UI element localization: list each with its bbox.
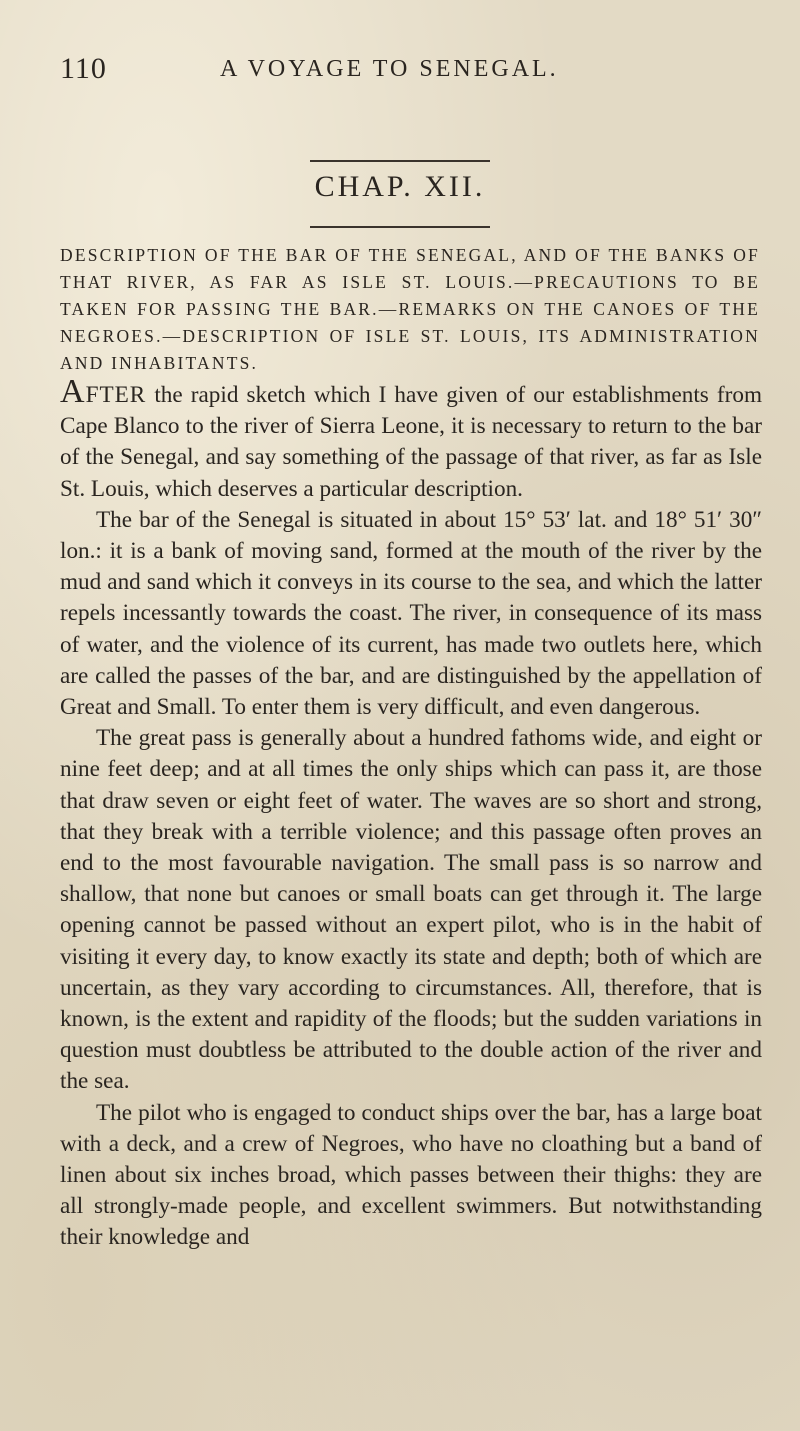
- paragraph-3: The great pass is generally about a hundred fathoms wide, and eight or nine feet deep; and at all times the only ships which can pass it, are those that draw seven or eight feet of water. The waves are so short and strong, that they break with a terrible violence; and this passage often proves an end to the most favourable navigation. The small pass is so narrow and shallow, that none but canoes or small boats can get through it. The large opening cannot be passed without an expert pilot, who is in the habit of visiting it every day, to know exactly its state and depth; both of which are uncertain, as they vary according to circumstances. All, therefore, that is known, is the extent and rapidity of the floods; but the sudden variations in question must doubtless be attributed to the double action of the river and the sea.: [60, 725, 762, 1095]
- chapter-rule-top: [310, 160, 490, 162]
- running-head: [60, 52, 760, 88]
- running-title: A VOYAGE TO SENEGAL.: [220, 56, 559, 82]
- paragraph-1: [60, 373, 762, 505]
- opening-small-caps: FTER: [85, 382, 147, 408]
- chapter-summary: DESCRIPTION OF THE BAR OF THE SENEGAL, AND OF THE BANKS OF THAT RIVER, AS FAR AS ISLE ST. LOUIS.—PRECAUTIONS TO BE TAKEN FOR PASSING THE BAR.—REMARKS ON THE CANOES OF THE NEGROES.—DESCRIPTION OF ISLE ST. LOUIS, ITS ADMINISTRATION AND INHABITANTS.: [60, 245, 760, 373]
- paragraph-2: The bar of the Senegal is situated in about 15° 53′ lat. and 18° 51′ 30″ lon.: it is a bank of moving sand, formed at the mouth of the river by the mud and sand which it conveys in its course to the sea, and which the latter repels incessantly towards the coast. The river, in consequence of its mass of water, and the violence of its current, has made two outlets here, which are called the passes of the bar, and are distinguished by the appellation of Great and Small. To enter them is very difficult, and even dangerous.: [60, 506, 762, 721]
- drop-cap: A: [60, 373, 86, 410]
- paragraph-4: The pilot who is engaged to conduct ships over the bar, has a large boat with a deck, and a crew of Negroes, who have no cloathing but a band of linen about six inches broad, which passes between their thighs: they are all strongly-made people, and excellent swimmers. But notwithstanding their knowledge and: [60, 1099, 762, 1251]
- body-text: [60, 373, 762, 1254]
- chapter-heading: CHAP. XII.: [314, 170, 486, 203]
- paragraph-1-text: the rapid sketch which I have given of our establishments from Cape Blanco to the river of Sierra Leone, it is necessary to return to the bar of the Senegal, and say something of the passage of that river, as far as Isle St. Louis, which deserves a particular description.: [60, 382, 762, 502]
- page-number: 110: [60, 52, 107, 85]
- chapter-rule-bottom: [310, 226, 490, 228]
